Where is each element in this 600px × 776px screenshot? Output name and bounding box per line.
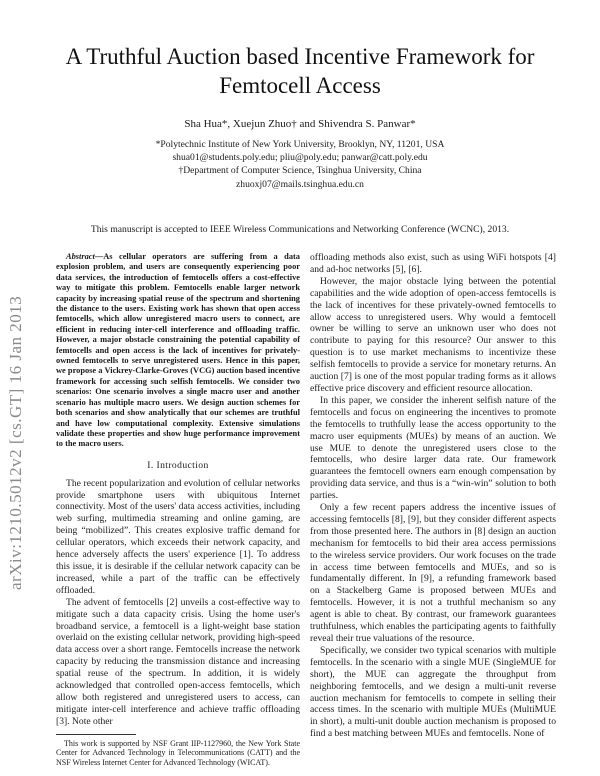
- author-list: Sha Hua*, Xuejun Zhuo† and Shivendra S. Panwar*: [184, 118, 416, 130]
- footnote-divider: [56, 734, 136, 735]
- abstract-label: Abstract: [66, 252, 95, 261]
- email-line: shua01@students.poly.edu; pliu@poly.edu; panwar@catt.poly.edu: [172, 152, 428, 164]
- body-paragraph: Specifically, we consider two typical scenarios with multiple femtocells. In the scenario with a single MUE (SingleMUE for short), the MUE can aggregate the throughput from neighboring femtocells, and we design a multi-unit reverse auction mechanism for femtocells to compete in selling their access times. In the scenario with multiple MUEs (MultiMUE in short), a multi-unit double auction mechanism is proposed to find a best matching between MUEs and femtocells. None of: [310, 644, 556, 740]
- affiliations: [0, 138, 600, 191]
- abstract: [56, 252, 300, 450]
- affiliation-line: †Department of Computer Science, Tsinghua University, China: [178, 165, 422, 177]
- body-paragraph: offloading methods also exist, such as using WiFi hotspots [4] and ad-hoc networks [5], [6].: [310, 252, 556, 275]
- section-heading: I. Introduction: [147, 459, 209, 471]
- body-paragraph: In this paper, we consider the inherent selfish nature of the femtocells and focus on engineering the incentives to promote the femtocells to truthfully lease the access opportunity to the macro user equipments (MUEs) by means of an auction. We use MUE to denote the unregistered users close to the femtocells, who desire larger data rate. Our framework guarantees the femtocell owners earn enough compensation by providing data service, and thus is a “win-win” solution to both parties.: [310, 394, 556, 502]
- arxiv-stamp: arXiv:1210.5012v2 [cs.GT] 16 Jan 2013: [6, 295, 25, 590]
- abstract-text: —As cellular operators are suffering from a data explosion problem, and users are consequently experiencing poor data services, the introduction of femtocells offers a cost-effective way to mitigate this problem. Femtocells enable larger network capacity by increasing spatial reuse of the spectrum and shortening the distance to the users. Existing work has shown that open access femtocells, which allow unregistered macro users to connect, are efficient in reducing inter-cell interference and offloading traffic. However, a major obstacle constraining the potential capability of femtocells and open access is the lack of incentives for privately-owned femtocells to serve unregistered users. Hence in this paper, we propose a Vickrey-Clarke-Groves (VCG) auction based incentive framework for accessing such selfish femtocells. We consider two scenarios: One scenario involves a single macro user and another scenario has multiple macro users. We design auction schemes for both scenarios and show analytically that our schemes are truthful and have low computational complexity. Extensive simulations validate these properties and show huge performance improvement to the macro users.: [56, 252, 300, 449]
- body-paragraph: However, the major obstacle lying between the potential capabilities and the wide adoption of open-access femtocells is the lack of incentives for these privately-owned femtocells to allow access to unregistered users. Why would a femtocell owner be willing to serve an unknown user who does not contribute to paying for this resource? Our answer to this question is to use market mechanisms to incentivize these selfish femtocells to provide a service for monetary returns. An auction [7] is one of the most popular trading forms as it allows effective price discovery and efficient resource allocation.: [310, 275, 556, 394]
- body-paragraph: Only a few recent papers address the incentive issues of accessing femtocells [8], [9], but they consider different aspects from those presented here. The authors in [8] design an auction mechanism for femtocells to bid their area access permissions to the wireless service providers. Our work focuses on the trade in access time between femtocells and MUEs, and so is fundamentally different. In [9], a refunding framework based on a Stackelberg Game is proposed between MUEs and femtocells. However, it is not a truthful mechanism so any agent is able to cheat. By contrast, our framework guarantees truthfulness, which enables the participating agents to faithfully reveal their true valuations of the resource.: [310, 502, 556, 644]
- paper-title: A Truthful Auction based Incentive Framework for Femtocell Access: [65, 44, 535, 98]
- body-paragraph: The recent popularization and evolution of cellular networks provide smartphone users with ubiquitous Internet connectivity. Most of the users' data access activities, including web surfing, multimedia streaming and online gaming, are being “mobilized”. This creates explosive traffic demand for cellular operators, which exceeds their network capacity, and hence adversely affects the users' experience [1]. To address this issue, it is desirable if the cellular network capacity can be increased, while a part of the traffic can be effectively offloaded.: [56, 477, 300, 596]
- email-line: zhuoxj07@mails.tsinghua.edu.cn: [236, 178, 364, 190]
- right-column: [310, 252, 556, 740]
- body-paragraph: The advent of femtocells [2] unveils a cost-effective way to mitigate such a data capacity crisis. Using the home user's broadband service, a femtocell is a light-weight base station overlaid on the existing cellular network, providing high-speed data access over a short range. Femtocells increase the network capacity by reducing the transmission distance and increasing spatial reuse of the spectrum. In addition, it is widely acknowledged that controlled open-access femtocells, which allow both registered and unregistered users to access, can mitigate inter-cell interference and achieve traffic offloading [3]. Note other: [56, 596, 300, 727]
- left-column: [56, 252, 300, 767]
- acceptance-note: This manuscript is accepted to IEEE Wireless Communications and Networking Conference (WCNC), 2013.: [90, 224, 510, 235]
- footnote: This work is supported by NSF Grant IIP-1127960, the New York State Center for Advanced Technology in Telecommunications (CATT) and the NSF Wireless Internet Center for Advanced Technology (WICAT).: [56, 738, 300, 767]
- affiliation-line: *Polytechnic Institute of New York University, Brooklyn, NY, 11201, USA: [155, 139, 445, 150]
